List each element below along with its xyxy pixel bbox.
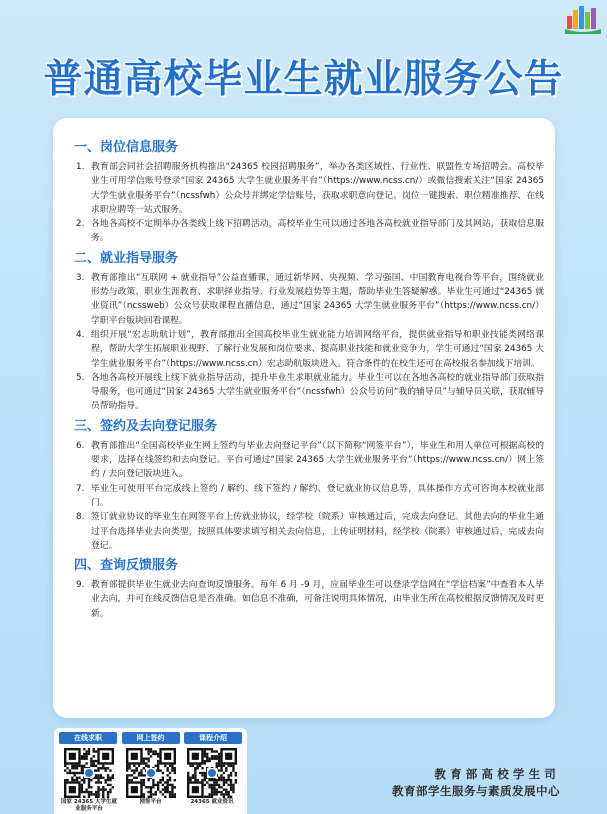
qr-item (61, 748, 117, 812)
qr-caption: 24365 就业资讯 (190, 799, 234, 805)
item-text: 教育部推出“全国高校毕业生网上签约与毕业去向登记平台”（以下简称“网签平台”），毕业生和用人单位可根据高校的要求，选择在线签约和去向登记。平台可通过“国家 24365 大学生就业服务平台”（https://www.ncss.cn/）网上签约 / 去向登记版块进入。 (91, 440, 544, 480)
item-number: 7. (76, 483, 85, 494)
item-number: 2. (76, 219, 85, 230)
logo (565, 4, 601, 34)
qr-code-icon[interactable] (64, 748, 114, 798)
item-text: 各地各高校不定期举办各类线上线下招聘活动，高校毕业生可以通过各地各高校就业指导部门及其网站，获取信息服务。 (91, 219, 544, 244)
section-title: 一、岗位信息服务 (74, 140, 179, 155)
list-item (74, 371, 544, 414)
list-item (74, 328, 544, 371)
list-item (74, 160, 544, 217)
qr-tab-label: 在线求职 (59, 732, 117, 744)
item-number: 4. (76, 329, 85, 340)
list-item (74, 578, 544, 621)
item-text: 签订就业协议的毕业生在网签平台上传就业协议，经学校（院系）审核通过后，完成去向登记。其他去向的毕业生通过平台选择毕业去向类型，按照具体要求填写相关去向信息，上传证明材料，经学校（院系）审核通过后，完成去向登记。 (91, 512, 544, 551)
item-number: 1. (76, 162, 85, 172)
item-number: 5. (76, 372, 85, 383)
list-item (74, 482, 544, 511)
qr-panel (54, 728, 247, 814)
item-text: 毕业生可使用平台完成线上签约 / 解约、线下签约 / 解约、登记就业协议信息等，具体操作方式可咨询本校就业部门。 (91, 483, 544, 508)
qr-caption: 国家 24365 大学生就业服务平台 (61, 799, 117, 812)
qr-caption: 网签平台 (139, 799, 162, 805)
qr-item (123, 748, 179, 812)
item-number: 3. (76, 272, 85, 283)
section-title: 二、就业指导服务 (74, 250, 179, 266)
qr-code-icon[interactable] (126, 748, 176, 798)
item-text: 教育部推出“互联网 + 就业指导”公益直播课，通过新华网、央视频、学习强国、中国教育电视台等平台，围绕就业形势与政策、职业生涯教育、求职择业指导、行业发展趋势等主题，帮助毕业生答疑解惑。毕业生可通过“24365 就业资讯”（ncssweb）公众号获取课程直播信息，通过“国家 24365 大学生就业服务平台”（https://www.ncss.cn/）学职平台版块回看课程。 (91, 272, 544, 326)
section-title: 三、签约及去向登记服务 (74, 418, 218, 434)
page-title: 普通高校毕业生就业服务公告 (43, 57, 564, 102)
item-number: 8. (76, 512, 85, 523)
list-item (74, 217, 544, 246)
qr-tab-label: 网上签约 (122, 732, 180, 744)
signature-line-2: 教育部学生服务与素质发展中心 (392, 784, 560, 798)
qr-code-icon[interactable] (187, 748, 237, 798)
qr-tab-label: 课程介绍 (184, 732, 242, 744)
qr-item (184, 748, 240, 812)
item-text: 教育部会同社会招聘服务机构推出“24365 校园招聘服务”，举办各类区域性、行业性、联盟性专场招聘会。高校毕业生可用学信账号登录“国家 24365 大学生就业服务平台”（https://www.ncss.cn/）或微信搜索关注“国家 24365 大学生就业服务平台”（ncssfwh）公众号并绑定学信账号，获取求职意向登记、岗位一键搜索、职位精准推荐、在线求职应聘等一站式服务。 (91, 162, 544, 215)
item-number: 6. (76, 440, 85, 451)
item-text: 组织开展“宏志助航计划”，教育部推出全国高校毕业生就业能力培训网络平台，提供就业指导和职业技能类网络课程，帮助大学生拓展职业视野、了解行业发展和岗位要求、提高职业技能和就业竞争力，学生可通过“国家 24365 大学生就业服务平台”（https://www.ncss.cn）宏志助航版块进入。符合条件的在校生还可在高校报名参加线下培训。 (91, 329, 544, 369)
notice-content (74, 135, 544, 621)
section-title: 四、查询反馈服务 (74, 558, 179, 574)
list-item (74, 271, 544, 328)
list-item (74, 510, 544, 553)
item-text: 教育部提供毕业生就业去向查询反馈服务。每年 6 月 -9 月，应届毕业生可以登录学信网在“学信档案”中查看本人毕业去向，并可在线反馈信息是否准确。如信息不准确，可备注说明具体情况，由毕业生所在高校根据反馈情况及时更新。 (91, 580, 544, 619)
item-text: 各地各高校开展线上线下就业指导活动，提升毕业生求职就业能力。毕业生可以在各地各高校的就业指导部门获取指导服务，也可通过“国家 24365 大学生就业服务平台”（ncssfwh）公众号访问“我的辅导员”与辅导员关联，获取辅导员帮助指导。 (91, 372, 544, 412)
signature-line-1: 教育部高校学生司 (434, 767, 560, 781)
signature (392, 766, 560, 800)
item-number: 9. (76, 580, 85, 591)
list-item (74, 439, 544, 482)
